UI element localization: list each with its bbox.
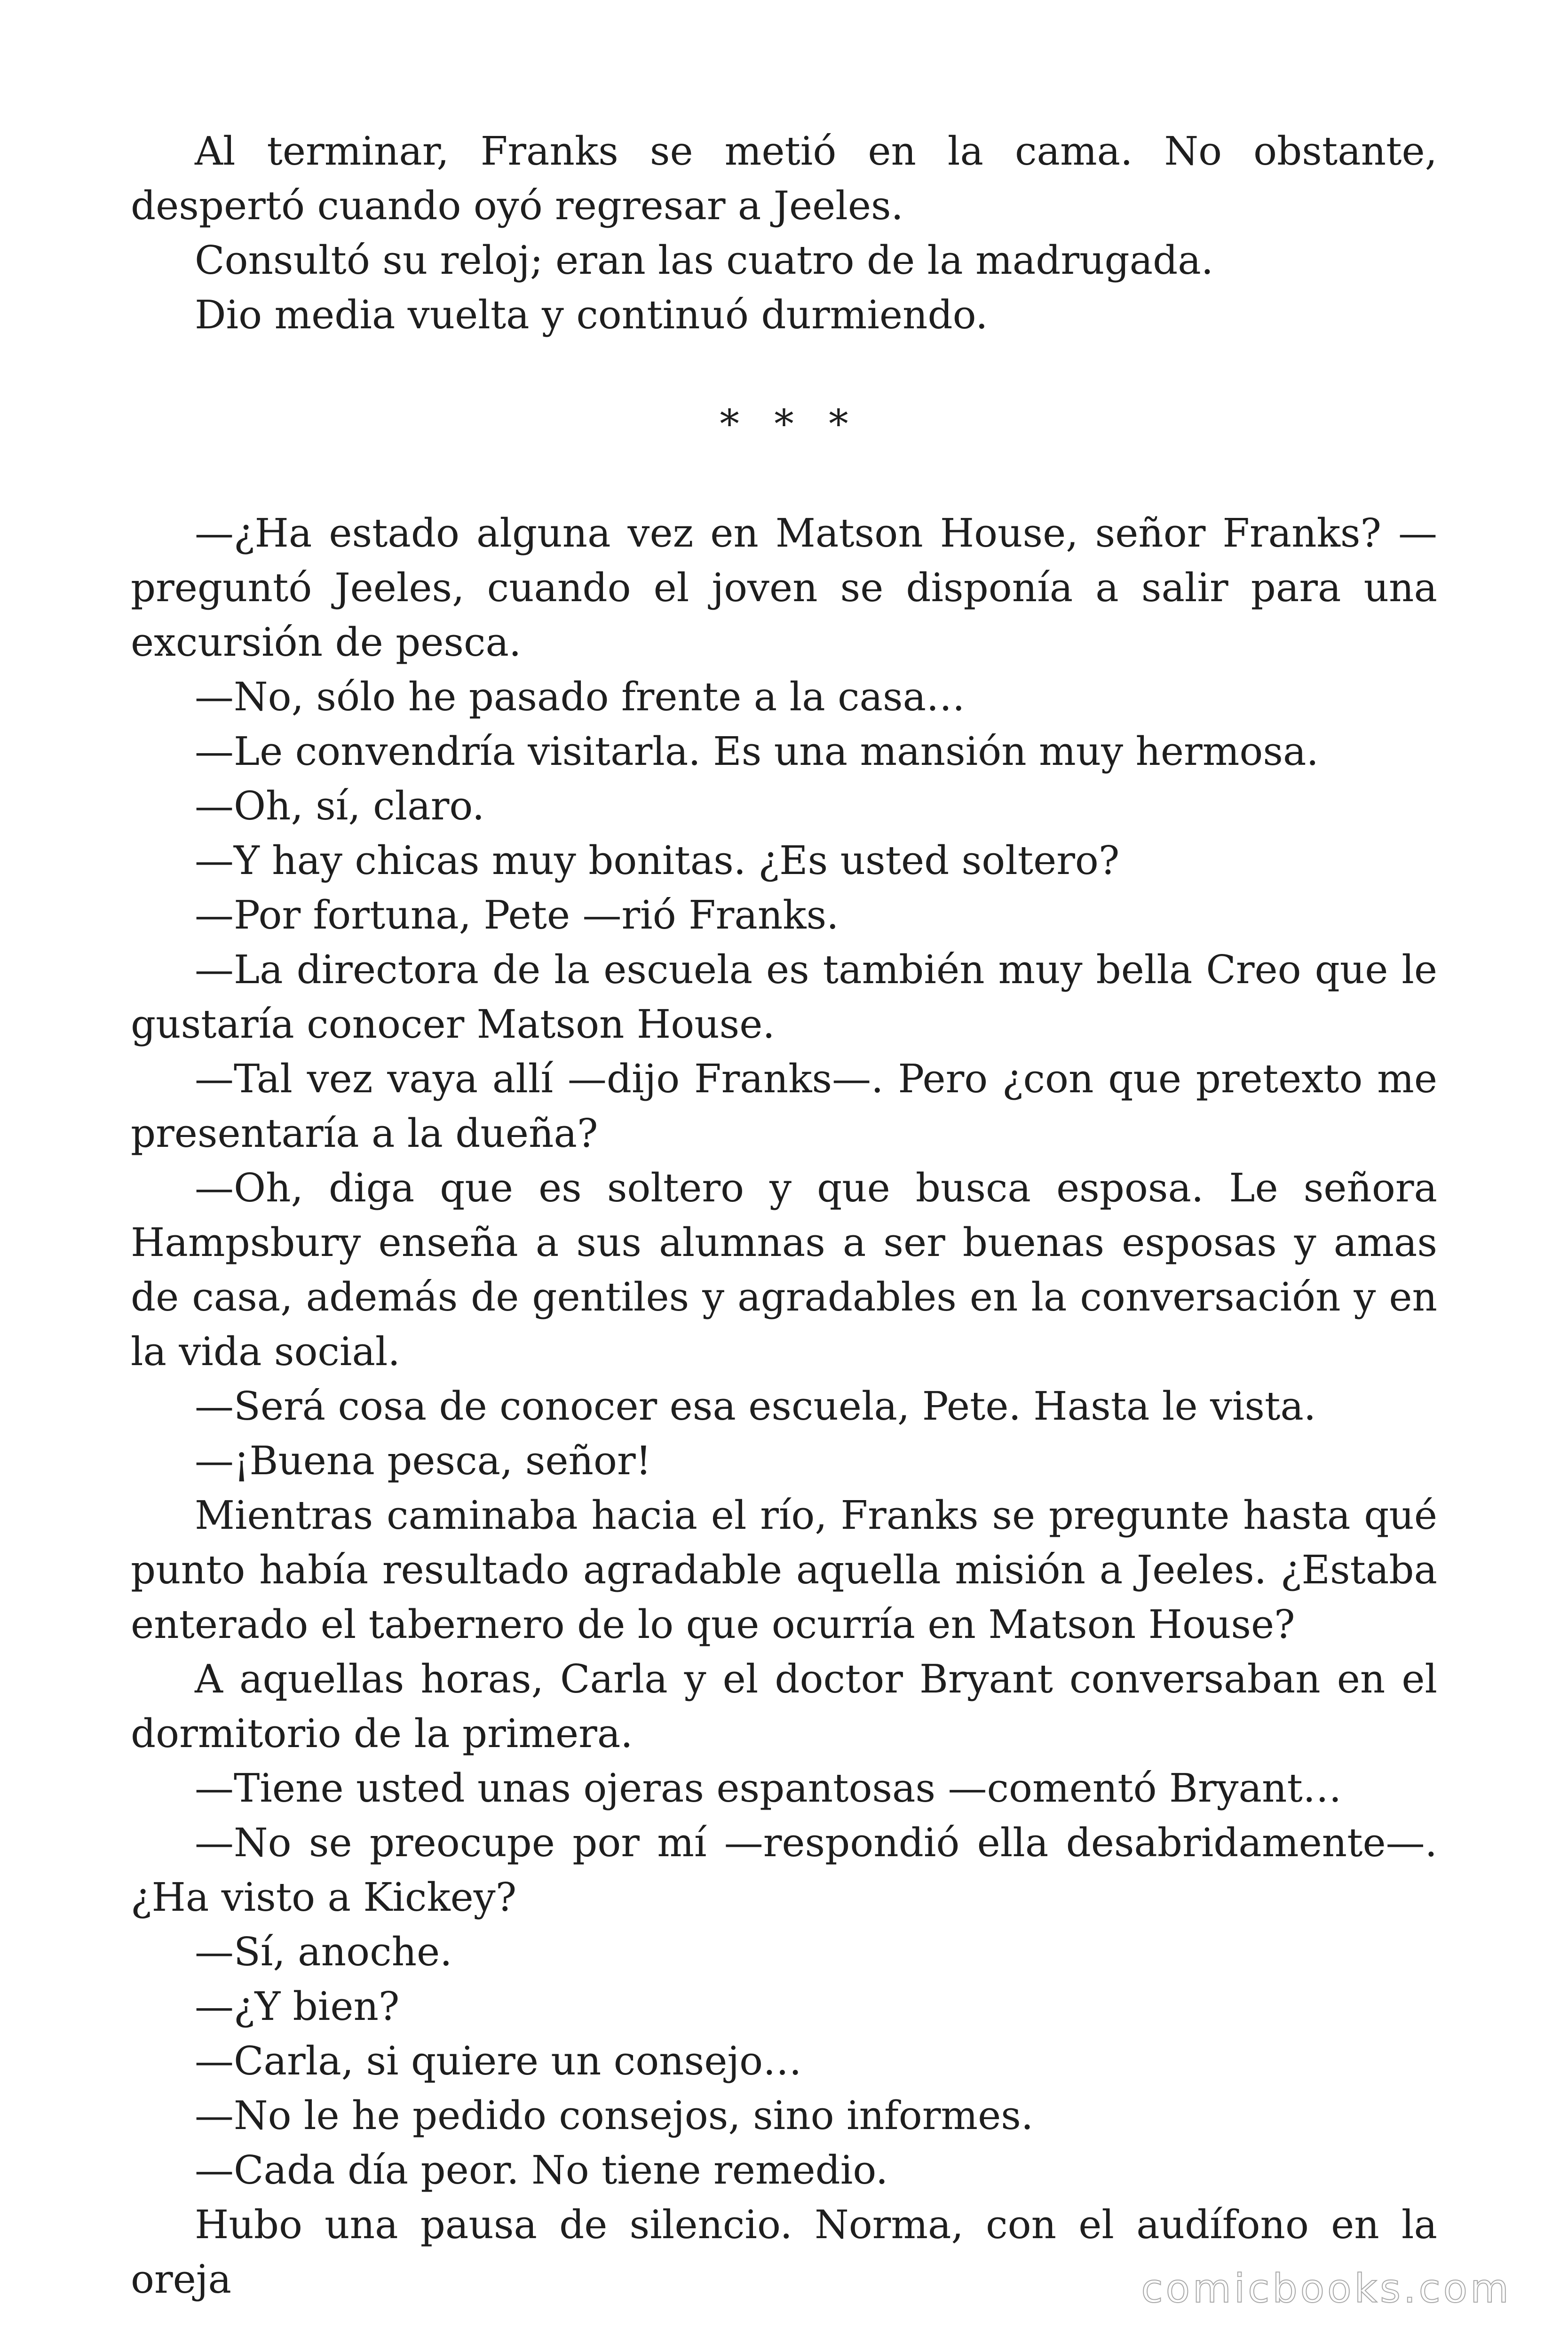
section-break: * * * xyxy=(720,401,860,447)
paragraph: —Será cosa de conocer esa escuela, Pete. Hasta le vista. xyxy=(195,1383,1316,1429)
paragraph: —Tiene usted unas ojeras espantosas —comentó Bryant… xyxy=(195,1765,1342,1811)
paragraph: A aquellas horas, Carla y el doctor Bryant conversaban en el dormitorio de la primera. xyxy=(131,1656,1437,1756)
paragraph: —¡Buena pesca, señor! xyxy=(195,1438,651,1484)
paragraph: Consultó su reloj; eran las cuatro de la madrugada. xyxy=(195,238,1214,283)
paragraph: —Cada día peor. No tiene remedio. xyxy=(195,2147,888,2193)
paragraph: —Por fortuna, Pete —rió Franks. xyxy=(195,892,839,938)
paragraph: —Tal vez vaya allí —dijo Franks—. Pero ¿con que pretexto me presentaría a la dueña? xyxy=(131,1056,1437,1156)
paragraph: —Y hay chicas muy bonitas. ¿Es usted soltero? xyxy=(195,838,1120,883)
paragraph: —Carla, si quiere un consejo… xyxy=(195,2038,802,2084)
paragraph: Mientras caminaba hacia el río, Franks se pregunte hasta qué punto había resultado agradable aquella misión a Jeeles. ¿Estaba enterado el tabernero de lo que ocurría en Matson House? xyxy=(131,1493,1437,1647)
paragraph: —¿Ha estado alguna vez en Matson House, señor Franks? —preguntó Jeeles, cuando el joven se disponía a salir para una excursión de pesca. xyxy=(131,510,1437,665)
paragraph: —No, sólo he pasado frente a la casa… xyxy=(195,674,966,720)
paragraph: —Oh, sí, claro. xyxy=(195,783,485,829)
paragraph: —No le he pedido consejos, sino informes. xyxy=(195,2093,1034,2138)
paragraph: Al terminar, Franks se metió en la cama. No obstante, despertó cuando oyó regresar a Jeeles. xyxy=(131,128,1437,229)
paragraph: —No se preocupe por mí —respondió ella desabridamente—. ¿Ha visto a Kickey? xyxy=(131,1820,1437,1920)
paragraph: —¿Y bien? xyxy=(195,1984,400,2029)
paragraph: —Le convendría visitarla. Es una mansión muy hermosa. xyxy=(195,729,1319,774)
paragraph: Dio media vuelta y continuó durmiendo. xyxy=(195,292,988,338)
paragraph: —Oh, diga que es soltero y que busca esposa. Le señora Hampsbury enseña a sus alumnas a ser buenas esposas y amas de casa, además de gentiles y agradables en la conversación y en la vida social. xyxy=(131,1165,1437,1375)
paragraph: Hubo una pausa de silencio. Norma, con el audífono en la oreja xyxy=(131,2202,1437,2302)
paragraph: —Sí, anoche. xyxy=(195,1929,452,1975)
paragraph: —La directora de la escuela es también muy bella Creo que le gustaría conocer Matson House. xyxy=(131,947,1437,1047)
watermark: comicbooks.com xyxy=(1141,2265,1512,2312)
page-text xyxy=(131,124,1437,2307)
